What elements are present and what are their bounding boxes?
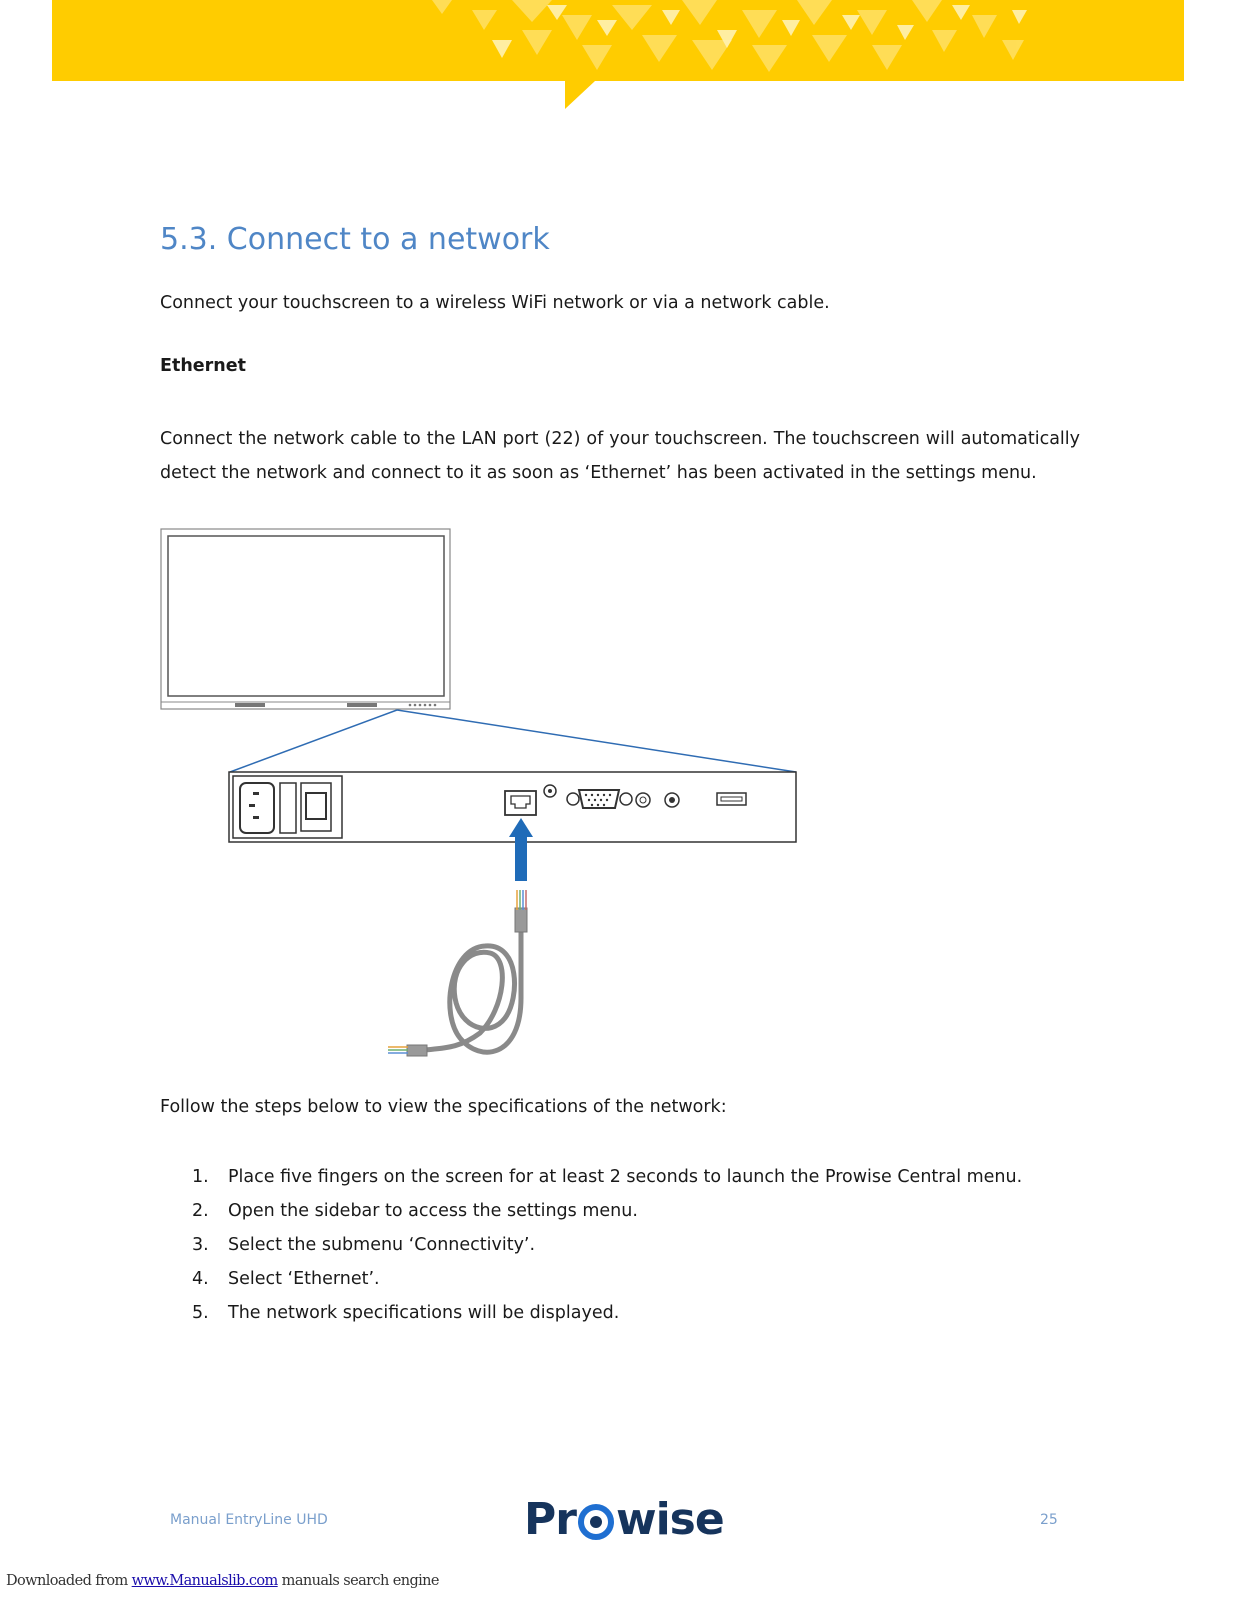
- step-number: 4.: [192, 1269, 209, 1289]
- intro-paragraph: Connect your touchscreen to a wireless WiFi network or via a network cable.: [160, 293, 830, 313]
- steps-intro: Follow the steps below to view the specifications of the network:: [160, 1097, 727, 1117]
- step-text: The network specifications will be displayed.: [228, 1303, 620, 1323]
- banner-pattern: [52, 0, 1184, 81]
- zoom-lines: [230, 710, 796, 772]
- step-number: 3.: [192, 1235, 209, 1255]
- logo-text-right: wise: [615, 1493, 724, 1545]
- step-text: Select ‘Ethernet’.: [228, 1269, 380, 1289]
- ethernet-cable-illustration: [388, 890, 527, 1056]
- list-item: [192, 1194, 1022, 1228]
- ethernet-paragraph: Connect the network cable to the LAN port (22) of your touchscreen. The touchscreen will automatically detect the network and connect to it as soon as ‘Ethernet’ has been activated in the settings menu.: [160, 429, 1080, 483]
- ethernet-subheading: Ethernet: [160, 356, 246, 376]
- list-item: [192, 1228, 1022, 1262]
- header-banner: [52, 0, 1184, 81]
- step-text: Select the submenu ‘Connectivity’.: [228, 1235, 536, 1255]
- watermark-prefix: Downloaded from: [6, 1573, 132, 1589]
- step-number: 5.: [192, 1303, 209, 1323]
- section-heading: 5.3. Connect to a network: [160, 222, 550, 257]
- prowise-logo: [524, 1494, 724, 1544]
- step-text: Place five fingers on the screen for at least 2 seconds to launch the Prowise Central menu.: [228, 1167, 1023, 1187]
- list-item: [192, 1160, 1022, 1194]
- banner-notch: [565, 81, 595, 109]
- list-item: [192, 1296, 1022, 1330]
- step-text: Open the sidebar to access the settings menu.: [228, 1201, 638, 1221]
- footer-page-number: 25: [1040, 1512, 1058, 1528]
- logo-eye-icon: [578, 1504, 614, 1540]
- list-item: [192, 1262, 1022, 1296]
- step-number: 1.: [192, 1167, 209, 1187]
- step-number: 2.: [192, 1201, 209, 1221]
- manualslib-link[interactable]: www.Manualslib.com: [131, 1573, 278, 1589]
- touchscreen-illustration: [161, 529, 450, 709]
- footer-manual-name: Manual EntryLine UHD: [170, 1512, 328, 1528]
- logo-text-left: Pr: [524, 1493, 576, 1545]
- steps-list: [192, 1160, 1022, 1330]
- network-connection-diagram: [160, 528, 820, 1078]
- watermark-suffix: manuals search engine: [277, 1573, 439, 1589]
- lan-port: [505, 791, 536, 815]
- download-watermark: [6, 1573, 439, 1589]
